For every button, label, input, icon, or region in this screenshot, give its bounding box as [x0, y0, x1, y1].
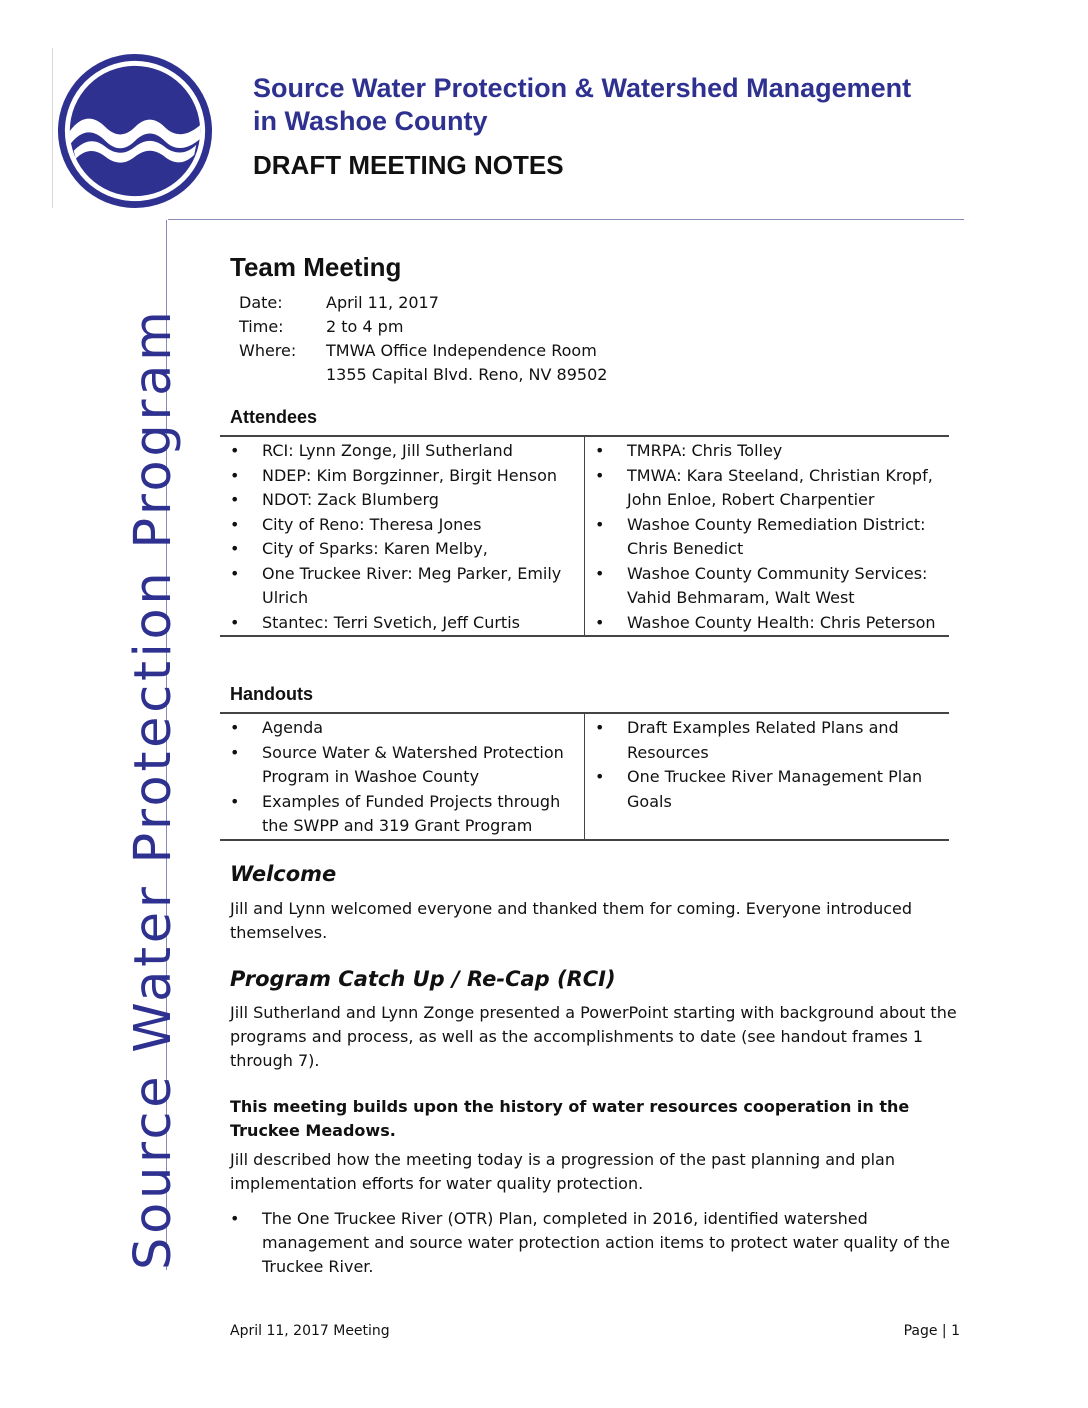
list-item: • NDEP: Kim Borgzinner, Birgit Henson	[220, 464, 584, 489]
list-item: • Agenda	[220, 716, 584, 741]
recap-bold-text: This meeting builds upon the history of water resources cooperation in the Truckee Meadows.	[230, 1097, 910, 1140]
where-label: Where:	[239, 341, 297, 360]
meeting-info	[239, 291, 607, 387]
date-value: April 11, 2017	[326, 293, 439, 312]
list-item: • TMWA: Kara Steeland, Christian Kropf, John Enloe, Robert Charpentier	[585, 464, 949, 513]
title-line-2: in Washoe County	[253, 106, 488, 136]
list-item: • Stantec: Terri Svetich, Jeff Curtis	[220, 611, 584, 636]
footer-date: April 11, 2017 Meeting	[230, 1323, 390, 1339]
list-item: • Washoe County Remediation District: Chris Benedict	[585, 513, 949, 562]
handouts-right-column	[585, 713, 950, 840]
recap-heading: Program Catch Up / Re-Cap (RCI)	[230, 967, 616, 991]
attendees-table	[220, 435, 949, 637]
list-item: • Draft Examples Related Plans and Resources	[585, 716, 949, 765]
welcome-heading: Welcome	[230, 862, 337, 886]
list-item: • One Truckee River Management Plan Goals	[585, 765, 949, 814]
list-item: • RCI: Lynn Zonge, Jill Sutherland	[220, 439, 584, 464]
attendees-left-column	[220, 436, 585, 636]
list-item: • Examples of Funded Projects through the SWPP and 319 Grant Program	[220, 790, 584, 839]
handouts-heading: Handouts	[230, 684, 313, 704]
list-item: • City of Sparks: Karen Melby,	[220, 537, 584, 562]
handouts-table	[220, 712, 949, 841]
date-label: Date:	[239, 293, 283, 312]
header-divider-vertical	[52, 48, 53, 208]
where-value: TMWA Office Independence Room	[326, 341, 597, 360]
welcome-text: Jill and Lynn welcomed everyone and thanked them for coming. Everyone introduced themselves.	[230, 899, 913, 942]
list-item: • The One Truckee River (OTR) Plan, completed in 2016, identified watershed management and source water protection action items to protect water quality of the Truckee River.	[220, 1207, 960, 1279]
handouts-left-column	[220, 713, 585, 840]
recap-text: Jill Sutherland and Lynn Zonge presented a PowerPoint starting with background about the programs and process, as well as the accomplishments to date (see handout frames 1 through 7).	[230, 1003, 957, 1070]
header-divider	[168, 219, 964, 220]
recap-bullets	[220, 1207, 960, 1279]
title-line-1: Source Water Protection & Watershed Management	[253, 73, 912, 103]
attendees-heading: Attendees	[230, 407, 318, 427]
list-item: • City of Reno: Theresa Jones	[220, 513, 584, 538]
list-item: • TMRPA: Chris Tolley	[585, 439, 949, 464]
water-wave-logo-icon	[56, 52, 214, 210]
list-item: • One Truckee River: Meg Parker, Emily Ulrich	[220, 562, 584, 611]
time-value: 2 to 4 pm	[326, 317, 404, 336]
where-address: 1355 Capital Blvd. Reno, NV 89502	[326, 365, 608, 384]
page-number: Page | 1	[903, 1323, 960, 1339]
list-item: • NDOT: Zack Blumberg	[220, 488, 584, 513]
attendees-right-column	[585, 436, 950, 636]
document-title	[253, 72, 993, 138]
list-item: • Washoe County Community Services: Vahid Behmaram, Walt West	[585, 562, 949, 611]
document-subtitle: DRAFT MEETING NOTES	[253, 150, 564, 180]
list-item: • Source Water & Watershed Protection Program in Washoe County	[220, 741, 584, 790]
recap-text-2: Jill described how the meeting today is a progression of the past planning and plan implementation efforts for water quality protection.	[230, 1150, 895, 1193]
time-label: Time:	[239, 317, 284, 336]
meeting-title: Team Meeting	[230, 252, 402, 282]
list-item: • Washoe County Health: Chris Peterson	[585, 611, 949, 636]
sidebar-program-text: Source Water Protection Program	[124, 307, 183, 1270]
